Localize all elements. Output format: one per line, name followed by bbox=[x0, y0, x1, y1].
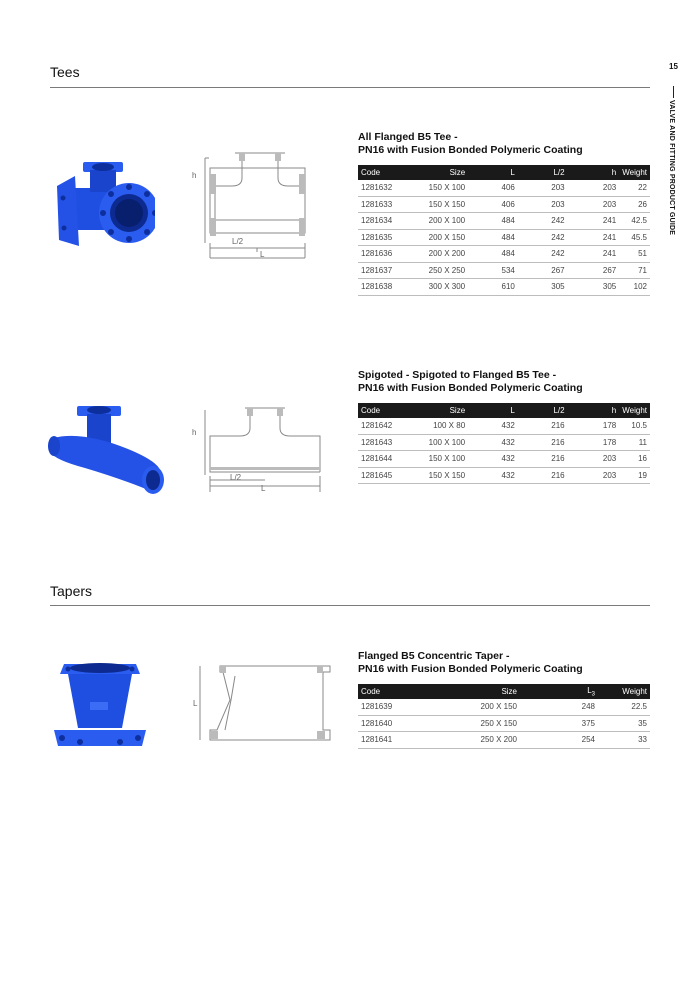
cell-code: 1281633 bbox=[358, 196, 418, 213]
cell-size: 250 X 200 bbox=[434, 732, 520, 749]
section-title-tapers: Tapers bbox=[50, 583, 93, 599]
table-row bbox=[358, 246, 650, 263]
col-l-half: L/2 bbox=[518, 165, 568, 180]
cell-h: 241 bbox=[568, 213, 620, 230]
cell-weight: 16 bbox=[619, 451, 650, 468]
concentric-taper-photo bbox=[50, 658, 150, 753]
cell-weight: 19 bbox=[619, 467, 650, 484]
drawing-label-length: L bbox=[261, 484, 266, 493]
cell-l: 484 bbox=[468, 213, 518, 230]
cell-weight: 22.5 bbox=[598, 699, 650, 715]
cell-l: 610 bbox=[468, 279, 518, 296]
table-row bbox=[358, 434, 650, 451]
table-header-row bbox=[358, 165, 650, 180]
cell-code: 1281634 bbox=[358, 213, 418, 230]
section-rule-tees bbox=[50, 87, 650, 88]
product-title-line1: Flanged B5 Concentric Taper - bbox=[358, 650, 510, 662]
cell-code: 1281644 bbox=[358, 451, 418, 468]
cell-weight: 10.5 bbox=[619, 418, 650, 434]
cell-size: 200 X 150 bbox=[418, 229, 468, 246]
product-title-line1: All Flanged B5 Tee - bbox=[358, 131, 458, 143]
product-title bbox=[358, 650, 658, 676]
spigoted-tee-drawing bbox=[185, 400, 325, 495]
cell-l-half: 216 bbox=[518, 451, 568, 468]
product-title-line1: Spigoted - Spigoted to Flanged B5 Tee - bbox=[358, 369, 557, 381]
cell-l-half: 216 bbox=[518, 434, 568, 451]
cell-l: 534 bbox=[468, 262, 518, 279]
cell-weight: 35 bbox=[598, 715, 650, 732]
cell-size: 150 X 100 bbox=[418, 180, 468, 196]
cell-h: 178 bbox=[568, 418, 620, 434]
section-rule-tapers bbox=[50, 605, 650, 606]
col-l3-sub: 3 bbox=[591, 691, 595, 698]
cell-h: 203 bbox=[568, 451, 620, 468]
table-row bbox=[358, 262, 650, 279]
table-row bbox=[358, 467, 650, 484]
cell-h: 241 bbox=[568, 229, 620, 246]
col-code: Code bbox=[358, 684, 434, 699]
drawing-label-half: L/2 bbox=[232, 237, 244, 246]
cell-h: 178 bbox=[568, 434, 620, 451]
cell-h: 241 bbox=[568, 246, 620, 263]
cell-weight: 71 bbox=[619, 262, 650, 279]
cell-size: 250 X 150 bbox=[434, 715, 520, 732]
page-number: 15 bbox=[669, 62, 678, 71]
cell-code: 1281636 bbox=[358, 246, 418, 263]
col-weight: Weight bbox=[598, 684, 650, 699]
side-guide-label: VALVE AND FITTING PRODUCT GUIDE bbox=[668, 100, 675, 236]
spec-table-concentric-taper bbox=[358, 684, 650, 749]
cell-l-half: 203 bbox=[518, 180, 568, 196]
col-code: Code bbox=[358, 403, 418, 418]
cell-weight: 51 bbox=[619, 246, 650, 263]
col-code: Code bbox=[358, 165, 418, 180]
cell-code: 1281640 bbox=[358, 715, 434, 732]
cell-size: 100 X 80 bbox=[418, 418, 468, 434]
cell-size: 150 X 150 bbox=[418, 467, 468, 484]
cell-size: 100 X 100 bbox=[418, 434, 468, 451]
cell-size: 200 X 200 bbox=[418, 246, 468, 263]
table-row bbox=[358, 418, 650, 434]
cell-l: 432 bbox=[468, 451, 518, 468]
cell-size: 200 X 150 bbox=[434, 699, 520, 715]
drawing-label-length: L bbox=[193, 699, 198, 708]
table-header-row bbox=[358, 403, 650, 418]
cell-size: 150 X 150 bbox=[418, 196, 468, 213]
cell-code: 1281642 bbox=[358, 418, 418, 434]
cell-h: 203 bbox=[568, 196, 620, 213]
col-l-half: L/2 bbox=[518, 403, 568, 418]
cell-h: 267 bbox=[568, 262, 620, 279]
cell-h: 203 bbox=[568, 180, 620, 196]
drawing-label-half: L/2 bbox=[230, 473, 242, 482]
cell-l-half: 216 bbox=[518, 467, 568, 484]
col-size: Size bbox=[418, 403, 468, 418]
cell-l: 484 bbox=[468, 246, 518, 263]
table-row bbox=[358, 279, 650, 296]
cell-weight: 45.5 bbox=[619, 229, 650, 246]
cell-code: 1281637 bbox=[358, 262, 418, 279]
cell-l-half: 242 bbox=[518, 246, 568, 263]
table-row bbox=[358, 732, 650, 749]
col-size: Size bbox=[434, 684, 520, 699]
section-title-tees: Tees bbox=[50, 64, 80, 80]
side-divider bbox=[673, 86, 674, 98]
spec-table-spigoted-tee bbox=[358, 403, 650, 484]
cell-weight: 33 bbox=[598, 732, 650, 749]
table-row bbox=[358, 180, 650, 196]
cell-weight: 102 bbox=[619, 279, 650, 296]
product-title bbox=[358, 131, 658, 157]
spec-table-all-flanged-tee bbox=[358, 165, 650, 296]
cell-size: 200 X 100 bbox=[418, 213, 468, 230]
col-l: L bbox=[468, 165, 518, 180]
col-h: h bbox=[568, 403, 620, 418]
product-title-line2: PN16 with Fusion Bonded Polymeric Coating bbox=[358, 382, 583, 394]
cell-l3: 248 bbox=[520, 699, 598, 715]
table-row bbox=[358, 699, 650, 715]
col-l3-main: L bbox=[587, 685, 592, 695]
product-title bbox=[358, 369, 658, 395]
cell-weight: 11 bbox=[619, 434, 650, 451]
col-weight: Weight bbox=[619, 165, 650, 180]
cell-l-half: 305 bbox=[518, 279, 568, 296]
drawing-label-length: L bbox=[260, 250, 265, 259]
concentric-taper-drawing bbox=[185, 658, 335, 753]
cell-code: 1281638 bbox=[358, 279, 418, 296]
cell-code: 1281639 bbox=[358, 699, 434, 715]
product-title-line2: PN16 with Fusion Bonded Polymeric Coating bbox=[358, 144, 583, 156]
table-row bbox=[358, 451, 650, 468]
cell-l3: 254 bbox=[520, 732, 598, 749]
cell-weight: 22 bbox=[619, 180, 650, 196]
cell-size: 250 X 250 bbox=[418, 262, 468, 279]
cell-weight: 26 bbox=[619, 196, 650, 213]
cell-code: 1281643 bbox=[358, 434, 418, 451]
drawing-label-h: h bbox=[192, 428, 197, 437]
cell-l: 432 bbox=[468, 434, 518, 451]
cell-l-half: 267 bbox=[518, 262, 568, 279]
all-flanged-tee-photo bbox=[45, 158, 155, 263]
cell-l-half: 242 bbox=[518, 229, 568, 246]
table-row bbox=[358, 213, 650, 230]
cell-l-half: 242 bbox=[518, 213, 568, 230]
cell-code: 1281635 bbox=[358, 229, 418, 246]
cell-l-half: 203 bbox=[518, 196, 568, 213]
table-header-row bbox=[358, 684, 650, 699]
col-h: h bbox=[568, 165, 620, 180]
cell-l: 484 bbox=[468, 229, 518, 246]
cell-size: 150 X 100 bbox=[418, 451, 468, 468]
cell-code: 1281645 bbox=[358, 467, 418, 484]
cell-size: 300 X 300 bbox=[418, 279, 468, 296]
all-flanged-tee-drawing bbox=[185, 148, 325, 266]
cell-h: 203 bbox=[568, 467, 620, 484]
cell-code: 1281632 bbox=[358, 180, 418, 196]
col-size: Size bbox=[418, 165, 468, 180]
drawing-label-h: h bbox=[192, 171, 197, 180]
cell-weight: 42.5 bbox=[619, 213, 650, 230]
col-l: L bbox=[468, 403, 518, 418]
cell-l: 432 bbox=[468, 418, 518, 434]
cell-l: 406 bbox=[468, 196, 518, 213]
table-row bbox=[358, 715, 650, 732]
table-row bbox=[358, 229, 650, 246]
cell-l: 406 bbox=[468, 180, 518, 196]
col-weight: Weight bbox=[619, 403, 650, 418]
cell-code: 1281641 bbox=[358, 732, 434, 749]
cell-l: 432 bbox=[468, 467, 518, 484]
col-l3 bbox=[520, 684, 598, 699]
cell-l3: 375 bbox=[520, 715, 598, 732]
table-row bbox=[358, 196, 650, 213]
cell-h: 305 bbox=[568, 279, 620, 296]
product-title-line2: PN16 with Fusion Bonded Polymeric Coating bbox=[358, 663, 583, 675]
cell-l-half: 216 bbox=[518, 418, 568, 434]
spigoted-tee-photo bbox=[45, 400, 170, 500]
